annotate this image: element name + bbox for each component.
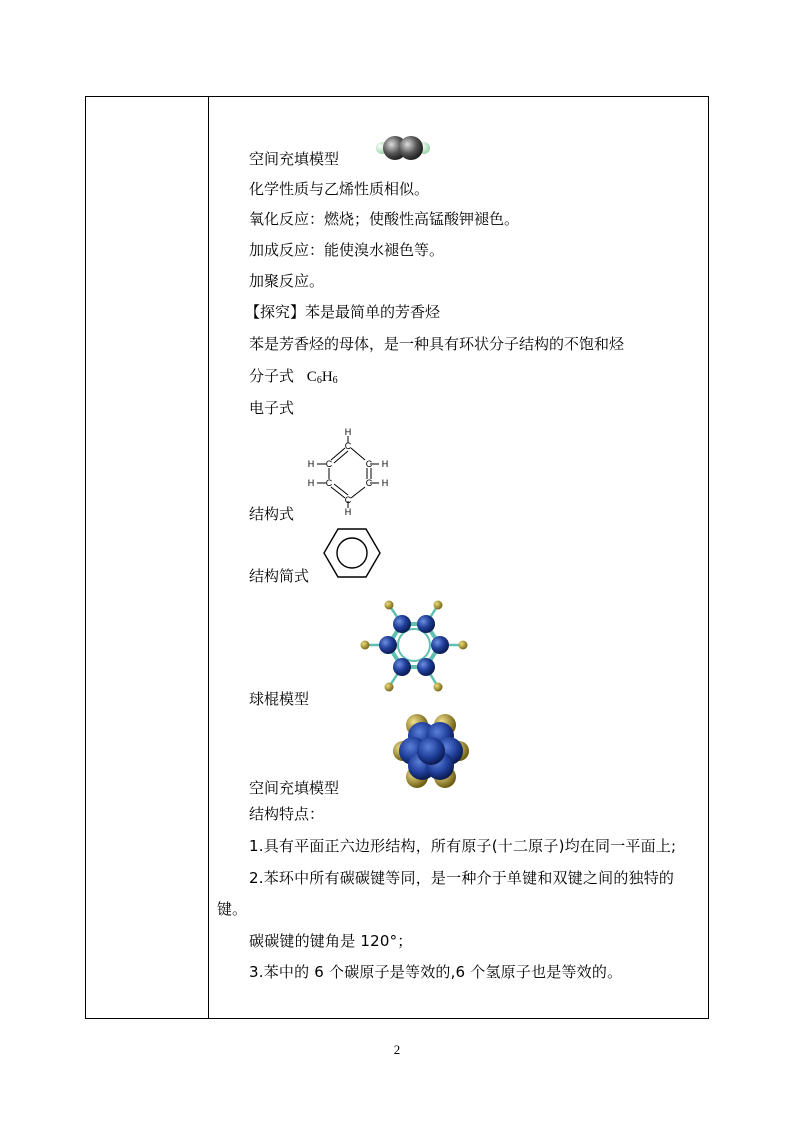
skeletal-formula-label: 结构简式 <box>249 567 310 585</box>
feature-3: 3.苯中的 6 个碳原子是等效的,6 个氢原子也是等效的。 <box>249 963 623 981</box>
benzene-skeletal-formula <box>323 527 381 579</box>
atom-c-upper-left: C <box>325 459 333 469</box>
atom-h-top: H <box>344 427 352 437</box>
atom-h-upper-left: H <box>307 459 315 469</box>
feature-2: 2.苯环中所有碳碳键等同，是一种介于单键和双键之间的独特的 <box>249 869 675 887</box>
addition-line: 加成反应：能使溴水褪色等。 <box>249 241 445 259</box>
explore-heading: 【探究】苯是最简单的芳香烃 <box>245 303 441 321</box>
content-cell <box>209 97 708 1018</box>
space-filling-label-2: 空间充填模型 <box>249 779 340 797</box>
structural-features-label: 结构特点： <box>249 805 325 823</box>
atom-c-bottom: C <box>344 495 352 505</box>
space-filling-label-1: 空间充填模型 <box>249 150 340 168</box>
molecular-formula-label: 分子式 <box>249 367 295 385</box>
chem-properties-line: 化学性质与乙烯性质相似。 <box>249 180 430 198</box>
molecular-formula-line <box>249 367 338 390</box>
benzene-intro-line: 苯是芳香烃的母体，是一种具有环状分子结构的不饱和烃 <box>249 335 625 353</box>
atom-h-upper-right: H <box>381 459 389 469</box>
feature-1: 1.具有平面正六边形结构，所有原子(十二原子)均在同一平面上; <box>249 837 677 855</box>
benzene-space-filling-model <box>395 715 467 787</box>
structural-formula-label: 结构式 <box>249 505 295 523</box>
polymerization-line: 加聚反应。 <box>249 272 325 290</box>
oxidation-line: 氧化反应：燃烧；使酸性高锰酸钾褪色。 <box>249 210 520 228</box>
ball-stick-label: 球棍模型 <box>249 690 310 708</box>
atom-c-lower-left: C <box>325 478 333 488</box>
content-table <box>85 96 709 1019</box>
atom-c-top: C <box>344 441 352 451</box>
atom-c-lower-right: C <box>365 478 373 488</box>
benzene-structural-formula <box>303 427 393 517</box>
feature-2-continuation: 键。 <box>217 900 248 918</box>
atom-c-upper-right: C <box>365 459 373 469</box>
page-number: 2 <box>393 1042 401 1057</box>
electron-formula-label: 电子式 <box>249 399 295 417</box>
molecular-formula: $C_6H_6$ <box>306 369 338 386</box>
atom-h-lower-right: H <box>381 478 389 488</box>
atom-h-lower-left: H <box>307 478 315 488</box>
bond-angle-line: 碳碳键的键角是 120°； <box>249 932 413 950</box>
atom-h-bottom: H <box>344 507 352 517</box>
acetylene-space-filling-model <box>373 133 433 163</box>
benzene-ball-and-stick-model <box>359 597 469 697</box>
